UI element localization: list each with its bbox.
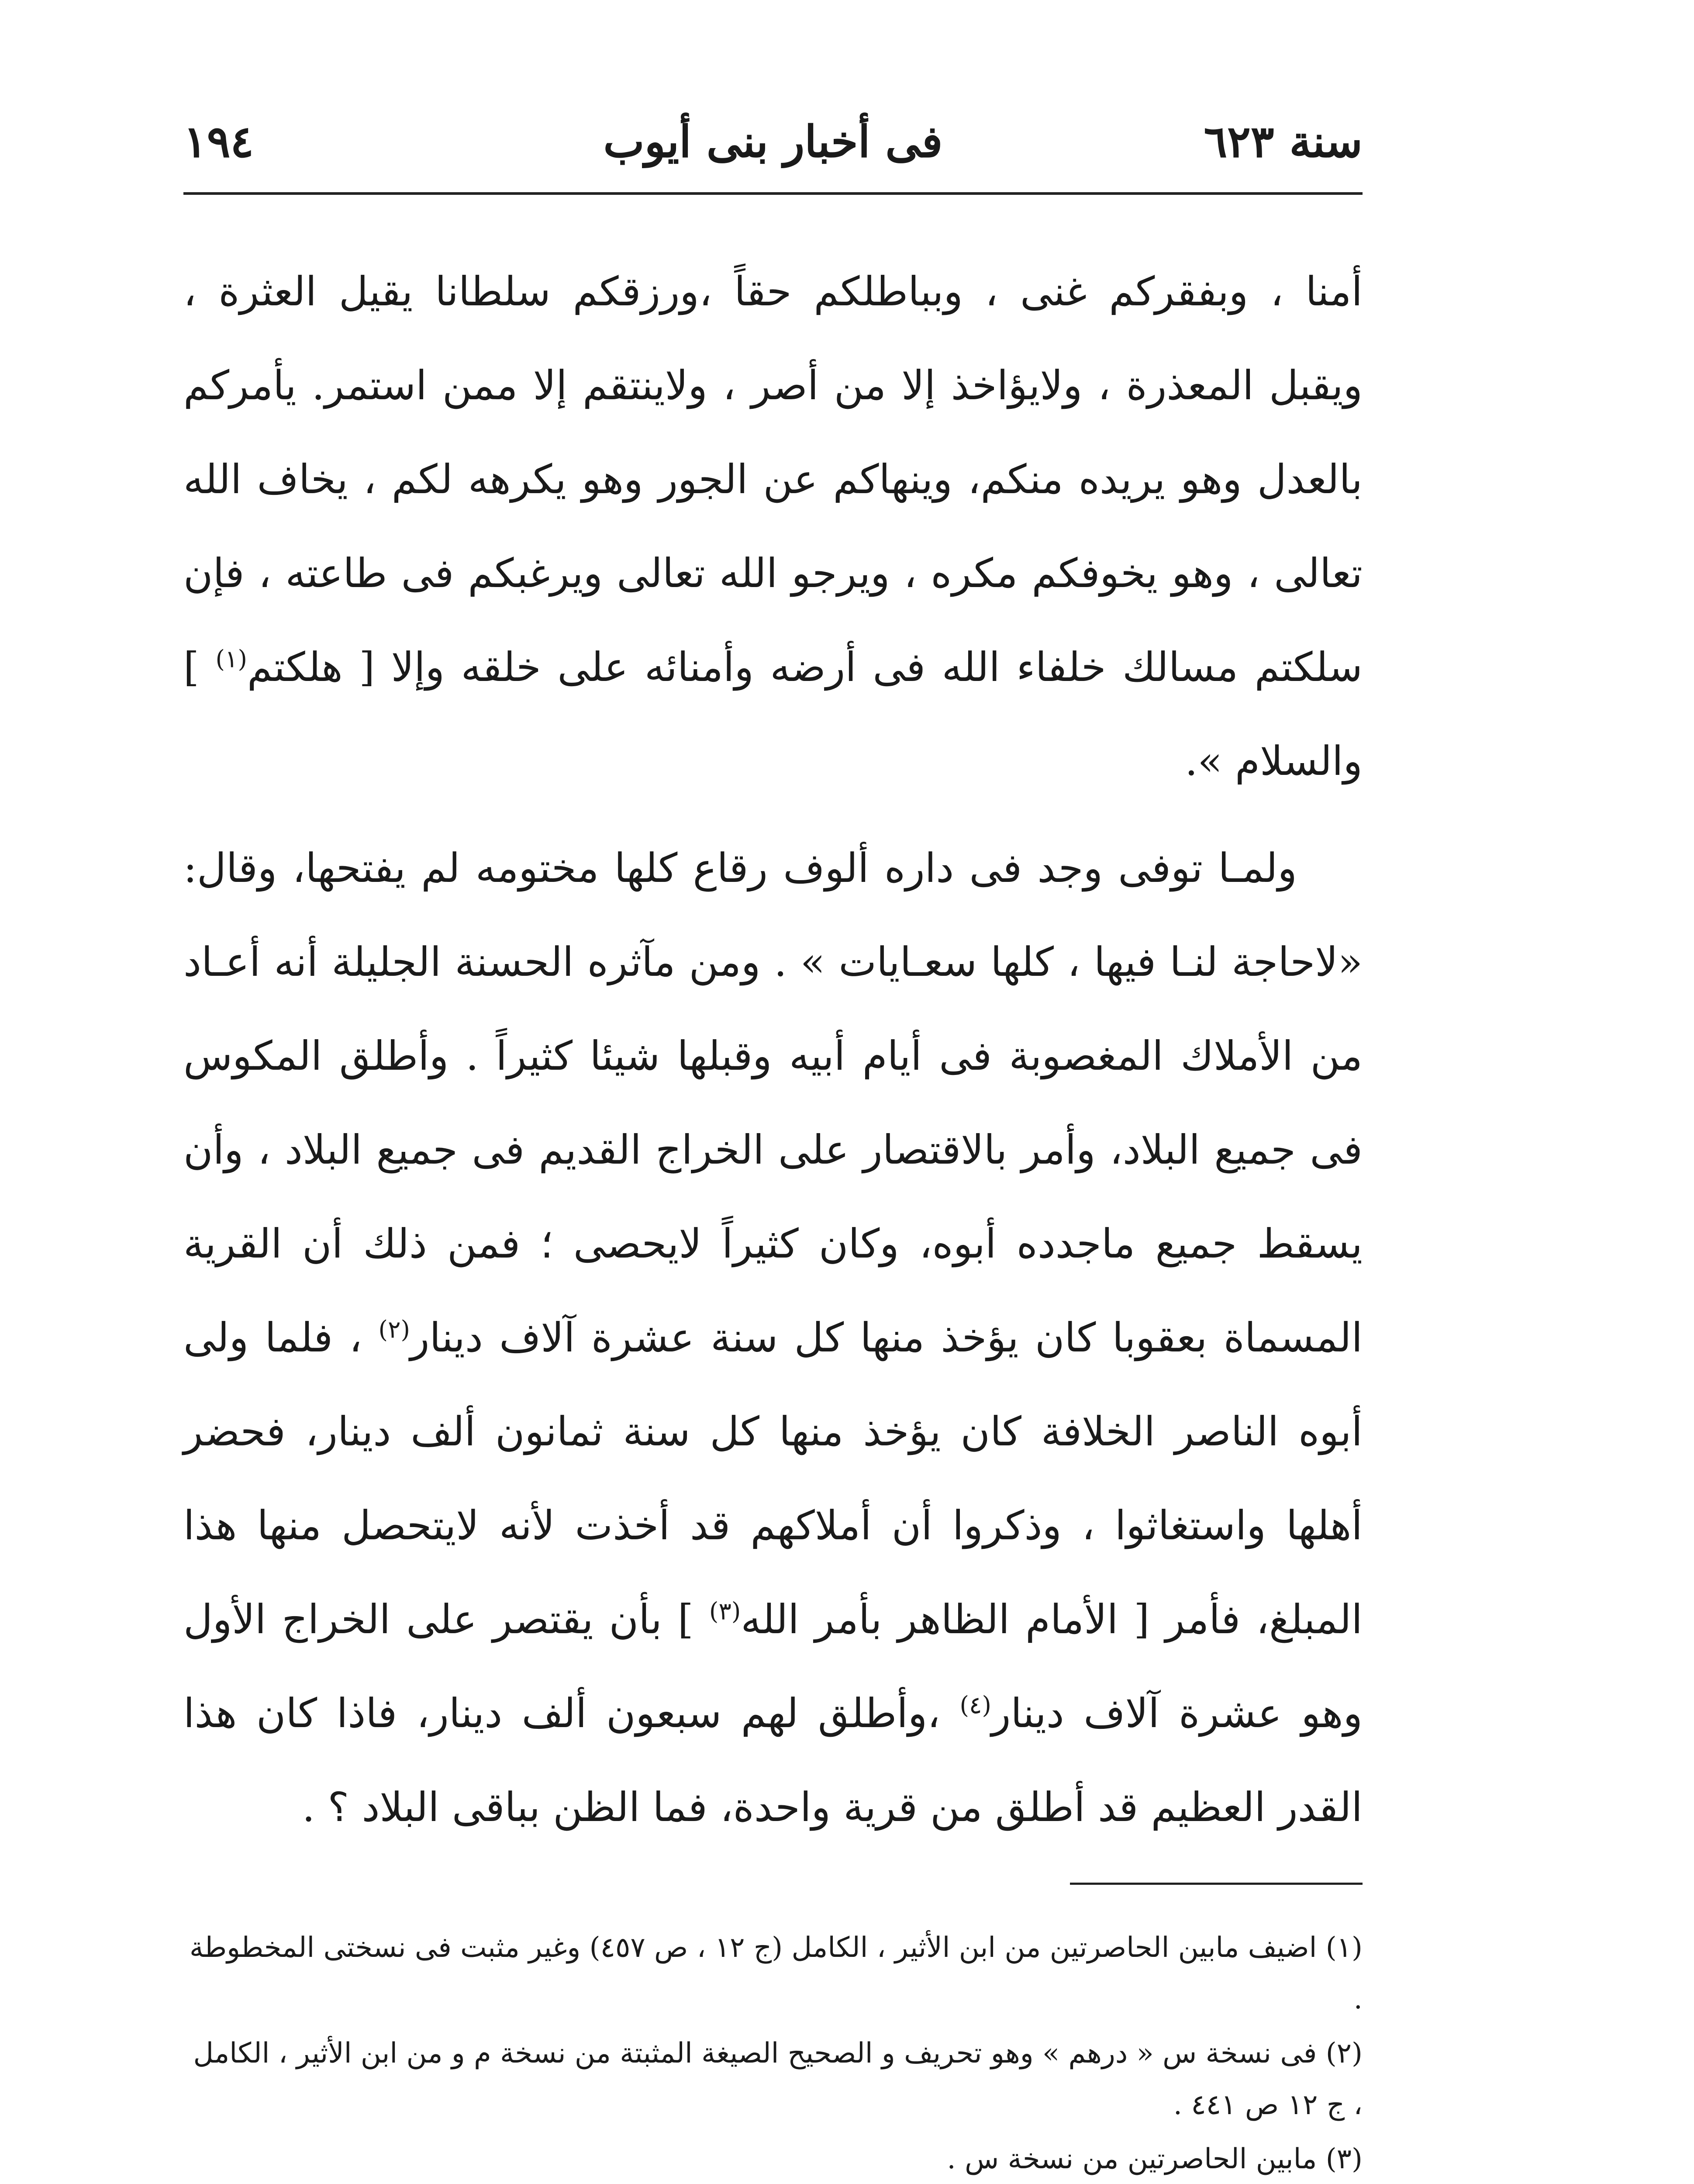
paragraph-2-text-b: ، فلما ولى أبوه الناصر الخلافة كان يؤخذ منها كل سنة ثمانون ألف دينار، فحضر أهلها واستغاثوا ، وذكروا أن أملاكهم قد أخذت لأنه لايتحصل منها هذا المبلغ، فأمر [ الأمام الظاهر بأمر الله: [183, 1314, 1363, 1643]
main-text: [183, 245, 1363, 1854]
footnote-ref-2: (٢): [378, 1315, 411, 1344]
footnote-ref-3: (٣): [709, 1597, 741, 1625]
footnote-ref-4: (٤): [959, 1691, 991, 1719]
header-rule: [183, 192, 1363, 195]
header-year: سنة ٦٢٣: [1204, 116, 1363, 167]
paragraph-2: [183, 821, 1363, 1854]
footnote-3: (٣) مابين الحاصرتين من نسخة س .: [947, 2143, 1363, 2175]
running-header: [183, 111, 1363, 181]
paragraph-1-text: أمنا ، وبفقركم غنى ، وبباطلكم حقاً ،ورزقكم سلطانا يقيل العثرة ، ويقبل المعذرة ، ولايؤاخذ إلا من أصر ، ولاينتقم إلا ممن استمر. يأمركم بالعدل وهو يريده منكم، وينهاكم عن الجور وهو يكرهه لكم ، يخاف الله تعالى ، وهو يخوفكم مكره ، ويرجو الله تعالى ويرغبكم فى طاعته ، فإن سلكتم مسالك خلفاء الله فى أرضه وأمنائه على خلقه وإلا [ هلكتم: [183, 268, 1363, 691]
paragraph-2-text-a: ولمـا توفى وجد فى داره ألوف رقاع كلها مختومه لم يفتحها، وقال: «لاحاجة لنـا فيها ، كلها سعـايات » . ومن مآثره الحسنة الجليلة أنه أعـاد من الأملاك المغصوبة فى أيام أبيه وقبلها شيئا كثيراً . وأطلق المكوس فى جميع البلاد، وأمر بالاقتصار على الخراج القديم فى جميع البلاد ، وأن يسقط جميع ماجدده أبوه، وكان كثيراً لايحصى ؛ فمن ذلك أن القرية المسماة بعقوبا كان يؤخذ منها كل سنة عشرة آلاف دينار: [183, 845, 1363, 1361]
paragraph-2-text-d: ،وأطلق لهم سبعون ألف دينار، فاذا كان هذا القدر العظيم قد أطلق من قرية واحدة، فما الظن بباقى البلاد ؟ .: [183, 1690, 1363, 1831]
footnote-ref-1: (١): [215, 645, 247, 673]
footnote-2: (٢) فى نسخة س « درهم » وهو تحريف و الصحيح الصيغة المثبتة من نسخة م و من ابن الأثير ، الكامل ، ج ١٢ ص ٤٤١ .: [193, 2037, 1363, 2121]
page-number: ١٩٤: [183, 116, 254, 167]
footnote-1: (١) اضيف مابين الحاصرتين من ابن الأثير ، الكامل (ج ١٢ ، ص ٤٥٧) وغير مثبت فى نسختى المخطوطة .: [189, 1932, 1363, 2015]
footnote-rule: [1070, 1883, 1363, 1885]
header-title: فى أخبار بنى أيوب: [603, 116, 943, 167]
paragraph-1: [183, 245, 1363, 808]
footnotes: [183, 1922, 1363, 2184]
paragraph-2-text-c: ] بأن يقتصر على الخراج الأول وهو عشرة آلاف دينار: [183, 1596, 1363, 1737]
paragraph-1-end: ] والسلام ».: [183, 644, 1363, 784]
